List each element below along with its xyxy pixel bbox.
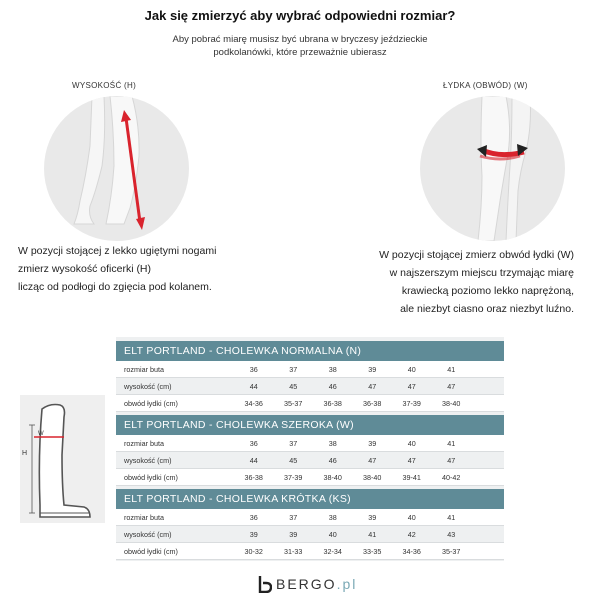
height-desc-line: zmierz wysokość oficerki (H) — [18, 263, 152, 275]
row-label: wysokość (cm) — [124, 529, 172, 539]
subtitle-line: Aby pobrać miarę musisz być ubrana w bryczesy jeździeckie — [172, 34, 428, 45]
table-cell: 36-38 — [363, 398, 382, 408]
calf-desc-line: w najszerszym miejscu trzymając miarę — [389, 267, 574, 279]
height-description — [18, 242, 216, 296]
table-row — [116, 469, 504, 486]
table-cell: 34-36 — [402, 546, 421, 556]
table-title: ELT PORTLAND - CHOLEWKA NORMALNA (N) — [116, 341, 504, 361]
bergo-logo-icon — [258, 575, 272, 593]
boot-w-label: W — [38, 431, 44, 437]
table-cell: 47 — [407, 455, 416, 465]
table-row — [116, 395, 504, 412]
table-cell: 47 — [447, 455, 456, 465]
table-body — [116, 361, 504, 412]
table-cell: 40-42 — [442, 472, 461, 482]
calf-label: ŁYDKA (OBWÓD) (W) — [443, 81, 528, 90]
height-desc-line: licząc od podłogi do zgięcia pod kolanem. — [18, 281, 212, 293]
row-label: rozmiar buta — [124, 364, 164, 374]
table-cell: 40 — [328, 529, 337, 539]
table-cell: 30-32 — [244, 546, 263, 556]
height-illustration — [44, 96, 189, 241]
table-cell: 47 — [407, 381, 416, 391]
table-cell: 44 — [249, 381, 258, 391]
table-cell: 37-39 — [284, 472, 303, 482]
height-desc-line: W pozycji stojącej z lekko ugiętymi nogami — [18, 245, 217, 257]
table-title: ELT PORTLAND - CHOLEWKA SZEROKA (W) — [116, 415, 504, 435]
brand-domain: .pl — [336, 576, 358, 592]
subtitle-line: podkolanówki, które przeważnie ubierasz — [213, 47, 387, 58]
size-tables — [116, 337, 504, 561]
table-cell: 38 — [328, 512, 337, 522]
row-label: rozmiar buta — [124, 438, 164, 448]
table-cell: 36-38 — [244, 472, 263, 482]
table-cell: 38 — [328, 438, 337, 448]
table-cell: 41 — [447, 364, 456, 374]
table-row — [116, 526, 504, 543]
table-cell: 38-40 — [442, 398, 461, 408]
row-label: wysokość (cm) — [124, 455, 172, 465]
table-cell: 39 — [368, 512, 377, 522]
table-cell: 35-37 — [284, 398, 303, 408]
table-cell: 37 — [289, 438, 298, 448]
table-title: ELT PORTLAND - CHOLEWKA KRÓTKA (KS) — [116, 489, 504, 509]
calf-desc-line: W pozycji stojącej zmierz obwód łydki (W) — [379, 249, 574, 261]
table-cell: 39 — [368, 364, 377, 374]
table-cell: 41 — [447, 438, 456, 448]
table-cell: 38-40 — [363, 472, 382, 482]
table-row — [116, 378, 504, 395]
table-cell: 38-40 — [323, 472, 342, 482]
table-cell: 40 — [407, 438, 416, 448]
table-cell: 44 — [249, 455, 258, 465]
boot-diagram — [20, 395, 105, 523]
table-body — [116, 435, 504, 486]
table-cell: 37 — [289, 512, 298, 522]
table-cell: 36 — [249, 512, 258, 522]
table-cell: 43 — [447, 529, 456, 539]
table-cell: 39 — [289, 529, 298, 539]
table-body — [116, 509, 504, 560]
row-label: wysokość (cm) — [124, 381, 172, 391]
table-cell: 38 — [328, 364, 337, 374]
calf-desc-line: ale niezbyt ciasno oraz niezbyt luźno. — [400, 303, 574, 315]
table-cell: 41 — [368, 529, 377, 539]
calf-illustration — [420, 96, 565, 241]
table-cell: 36 — [249, 364, 258, 374]
table-cell: 47 — [447, 381, 456, 391]
calf-description — [379, 246, 574, 318]
table-cell: 33-35 — [363, 546, 382, 556]
calf-desc-line: krawiecką poziomo lekko naprężoną, — [401, 285, 574, 297]
leg-height-icon — [44, 96, 189, 241]
table-short — [116, 489, 504, 560]
table-cell: 40 — [407, 512, 416, 522]
table-cell: 41 — [447, 512, 456, 522]
brand-name: BERGO — [276, 576, 337, 592]
table-cell: 39 — [368, 438, 377, 448]
table-cell: 39-41 — [402, 472, 421, 482]
table-cell: 42 — [407, 529, 416, 539]
page-title: Jak się zmierzyć aby wybrać odpowiedni rozmiar? — [144, 8, 456, 23]
table-cell: 35-37 — [442, 546, 461, 556]
brand-logo — [258, 574, 357, 594]
table-cell: 37 — [289, 364, 298, 374]
table-row — [116, 543, 504, 560]
table-cell: 36 — [249, 438, 258, 448]
table-cell: 37-39 — [402, 398, 421, 408]
table-cell: 36-38 — [323, 398, 342, 408]
table-cell: 47 — [368, 455, 377, 465]
table-cell: 34-36 — [244, 398, 263, 408]
table-cell: 40 — [407, 364, 416, 374]
boot-icon — [20, 395, 105, 523]
table-cell: 46 — [328, 455, 337, 465]
table-row — [116, 361, 504, 378]
table-row — [116, 452, 504, 469]
table-cell: 47 — [368, 381, 377, 391]
table-cell: 45 — [289, 455, 298, 465]
row-label: obwód łydki (cm) — [124, 398, 178, 408]
table-cell: 39 — [249, 529, 258, 539]
table-wide — [116, 415, 504, 486]
row-label: rozmiar buta — [124, 512, 164, 522]
row-label: obwód łydki (cm) — [124, 472, 178, 482]
row-label: obwód łydki (cm) — [124, 546, 178, 556]
table-row — [116, 435, 504, 452]
table-cell: 31-33 — [284, 546, 303, 556]
height-label: WYSOKOŚĆ (H) — [72, 81, 137, 90]
page-subtitle — [130, 33, 470, 59]
boot-h-label: H — [22, 450, 28, 457]
table-row — [116, 509, 504, 526]
table-normal — [116, 341, 504, 412]
table-cell: 32-34 — [323, 546, 342, 556]
leg-calf-icon — [420, 96, 565, 241]
table-cell: 45 — [289, 381, 298, 391]
table-cell: 46 — [328, 381, 337, 391]
